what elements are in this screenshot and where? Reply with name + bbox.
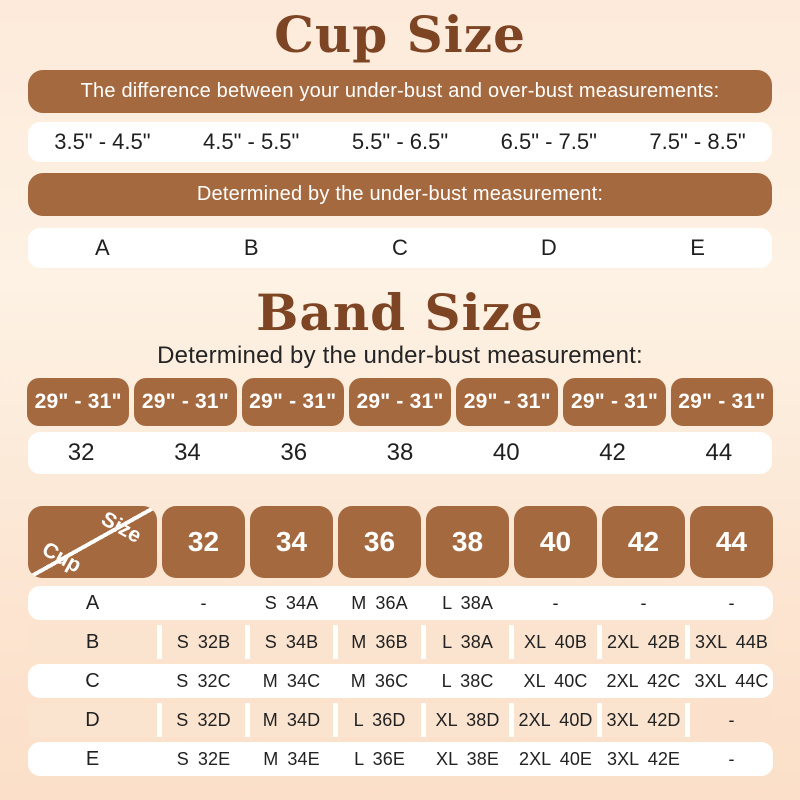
matrix-cell: XL 38E bbox=[436, 748, 499, 769]
matrix-row-c bbox=[28, 664, 773, 698]
band-size-value: 34 bbox=[174, 439, 201, 466]
matrix-cell: M 34D bbox=[250, 703, 333, 737]
matrix-header-cell: 40 bbox=[514, 506, 597, 578]
matrix-cell: - bbox=[728, 592, 735, 613]
matrix-cell: S 32C bbox=[176, 670, 231, 691]
band-range-row bbox=[27, 378, 773, 426]
cup-range-value: 7.5" - 8.5" bbox=[649, 129, 746, 154]
matrix-cell: 2XL 42B bbox=[602, 625, 685, 659]
cup-size-title: Cup Size bbox=[274, 5, 526, 64]
cup-letter: C bbox=[392, 235, 408, 260]
cup-determined-banner-text: Determined by the under-bust measurement: bbox=[196, 183, 604, 205]
matrix-cell: 3XL 44B bbox=[690, 625, 773, 659]
matrix-cell: M 34E bbox=[263, 748, 320, 769]
band-range-pill bbox=[349, 378, 451, 426]
matrix-cell: - bbox=[690, 703, 773, 737]
band-size-value: 44 bbox=[705, 439, 733, 466]
cup-difference-banner-text: The difference between your under-bust and over-bust measurements: bbox=[80, 80, 720, 102]
matrix-cell: M 36C bbox=[350, 670, 409, 691]
band-range-pill bbox=[242, 378, 344, 426]
matrix-cell: L 38A bbox=[426, 625, 509, 659]
matrix-cell: L 38C bbox=[441, 670, 494, 691]
matrix-cell: 2XL 42C bbox=[606, 670, 681, 691]
row-label: C bbox=[85, 669, 100, 692]
band-range-pill bbox=[134, 378, 236, 426]
band-range-value: 29" - 31" bbox=[356, 390, 444, 413]
band-size-row bbox=[28, 432, 772, 474]
matrix-row-b bbox=[28, 625, 773, 659]
band-range-pill bbox=[563, 378, 665, 426]
matrix-cell: - bbox=[728, 748, 735, 769]
matrix-cell: S 32E bbox=[176, 748, 231, 769]
band-range-pill bbox=[27, 378, 129, 426]
row-label: D bbox=[28, 703, 157, 737]
matrix-cell: - bbox=[200, 592, 207, 613]
matrix-cell: 3XL 42E bbox=[606, 748, 681, 769]
band-range-pill bbox=[671, 378, 773, 426]
cup-letter-row bbox=[28, 228, 772, 268]
matrix-cell: L 38A bbox=[442, 592, 493, 613]
cup-range-value: 6.5" - 7.5" bbox=[500, 129, 597, 154]
corner-cup-label: Cup bbox=[38, 537, 86, 578]
matrix-row-d bbox=[28, 703, 773, 737]
cup-range-value: 4.5" - 5.5" bbox=[203, 129, 300, 154]
cup-letter: D bbox=[540, 235, 557, 260]
corner-size-label: Size bbox=[97, 507, 146, 548]
matrix-cell: M 34C bbox=[262, 670, 321, 691]
matrix-cell: 2XL 40D bbox=[514, 703, 597, 737]
band-range-value: 29" - 31" bbox=[141, 390, 229, 413]
matrix-cell: M 36A bbox=[351, 592, 408, 613]
cup-difference-banner bbox=[28, 70, 772, 113]
matrix-corner-cell bbox=[28, 506, 157, 578]
matrix-cell: XL 40C bbox=[523, 670, 588, 691]
band-size-value: 38 bbox=[386, 439, 414, 466]
matrix-cell: S 34A bbox=[264, 592, 319, 613]
cup-range-value: 5.5" - 6.5" bbox=[351, 129, 449, 154]
band-subtitle: Determined by the under-bust measurement: bbox=[157, 342, 643, 369]
matrix-header-cell: 44 bbox=[690, 506, 773, 578]
band-size-value: 40 bbox=[492, 439, 520, 466]
matrix-cell: S 32D bbox=[162, 703, 245, 737]
cup-letter: E bbox=[690, 235, 705, 260]
matrix-header-cell: 34 bbox=[250, 506, 333, 578]
row-label: A bbox=[85, 591, 100, 614]
band-size-value: 36 bbox=[280, 439, 308, 466]
matrix-row-e bbox=[28, 742, 773, 776]
cup-range-value: 3.5" - 4.5" bbox=[54, 129, 151, 154]
matrix-header-row bbox=[28, 506, 773, 578]
matrix-cell: L 36E bbox=[354, 748, 405, 769]
cup-letter: B bbox=[243, 235, 259, 260]
band-range-value: 29" - 31" bbox=[463, 390, 551, 413]
matrix-cell: XL 38D bbox=[426, 703, 509, 737]
matrix-cell: XL 40B bbox=[514, 625, 597, 659]
band-range-value: 29" - 31" bbox=[34, 390, 122, 413]
band-range-value: 29" - 31" bbox=[678, 390, 766, 413]
matrix-cell: 3XL 44C bbox=[694, 670, 769, 691]
band-size-value: 42 bbox=[599, 439, 626, 466]
row-label: B bbox=[28, 625, 157, 659]
matrix-cell: 2XL 40E bbox=[518, 748, 593, 769]
band-range-value: 29" - 31" bbox=[571, 390, 659, 413]
cup-range-row bbox=[28, 122, 772, 162]
matrix-row-a bbox=[28, 586, 773, 620]
row-label: E bbox=[85, 747, 100, 770]
band-size-value: 32 bbox=[67, 439, 95, 466]
matrix-header-cell: 36 bbox=[338, 506, 421, 578]
matrix-cell: 3XL 42D bbox=[602, 703, 685, 737]
matrix-cell: S 32B bbox=[162, 625, 245, 659]
matrix-cell: L 36D bbox=[338, 703, 421, 737]
matrix-cell: M 36B bbox=[338, 625, 421, 659]
matrix-cell: - bbox=[640, 592, 647, 613]
matrix-header-cell: 32 bbox=[162, 506, 245, 578]
band-size-title: Band Size bbox=[256, 283, 544, 342]
cup-band-matrix-table bbox=[28, 506, 773, 781]
cup-determined-banner bbox=[28, 173, 772, 216]
matrix-cell: S 34B bbox=[250, 625, 333, 659]
band-range-value: 29" - 31" bbox=[249, 390, 337, 413]
matrix-cell: - bbox=[552, 592, 559, 613]
cup-letter: A bbox=[95, 235, 110, 260]
matrix-header-cell: 38 bbox=[426, 506, 509, 578]
band-range-pill bbox=[456, 378, 558, 426]
matrix-header-cell: 42 bbox=[602, 506, 685, 578]
